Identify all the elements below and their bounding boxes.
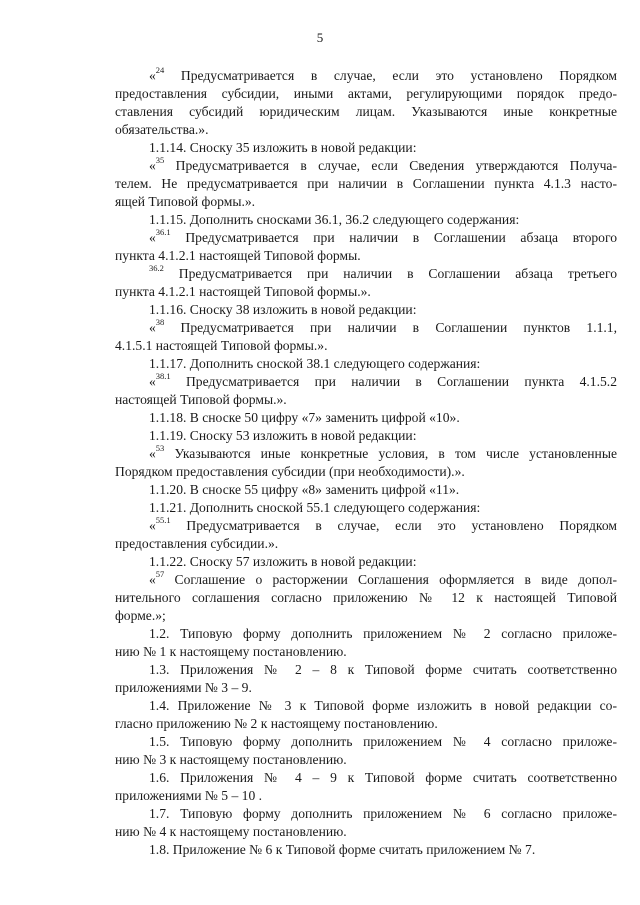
text-line <box>115 212 617 228</box>
quote-mark: « <box>149 518 156 533</box>
line-text: Предусматривается в случае, если это установлено Порядком <box>164 68 617 83</box>
text-line <box>115 680 617 696</box>
text-line <box>115 176 617 192</box>
footnote-marker: 38.1 <box>155 371 171 382</box>
text-line <box>115 140 617 156</box>
footnote-marker: 57 <box>155 569 165 580</box>
line-text: ящей Типовой формы.». <box>115 194 256 209</box>
line-text: ставления субсидий юридическим лицам. Указываются иные конкретные <box>115 104 617 119</box>
line-text: 1.1.19. Сноску 53 изложить в новой редакции: <box>149 428 417 443</box>
quote-mark: « <box>149 446 156 461</box>
text-line <box>115 248 617 264</box>
line-text: нительного соглашения согласно приложению № 12 к настоящей Типовой <box>115 590 617 605</box>
line-text: Предусматривается в случае, если Сведения утверждаются Получа- <box>164 158 617 173</box>
text-line <box>115 842 617 858</box>
text-line <box>115 590 617 606</box>
text-line <box>115 443 617 462</box>
line-text: 1.1.16. Сноску 38 изложить в новой редакции: <box>149 302 417 317</box>
text-line <box>115 371 617 390</box>
text-line <box>115 788 617 804</box>
line-text: 1.1.18. В сноске 50 цифру «7» заменить цифрой «10». <box>149 410 460 425</box>
text-line <box>115 806 617 822</box>
line-text: нию № 1 к настоящему постановлению. <box>115 644 347 659</box>
text-line <box>115 536 617 552</box>
line-text: Предусматривается при наличии в Соглашении пункта 4.1.5.2 <box>170 374 617 389</box>
footnote-marker: 36.1 <box>155 227 171 238</box>
text-line <box>115 410 617 426</box>
line-text: 1.4. Приложение № 3 к Типовой форме изложить в новой редакции со- <box>149 698 617 713</box>
text-line <box>115 356 617 372</box>
text-line <box>115 194 617 210</box>
text-line <box>115 464 617 480</box>
line-text: пункта 4.1.2.1 настоящей Типовой формы.». <box>115 284 371 299</box>
footnote-marker: 55.1 <box>155 515 171 526</box>
text-line <box>115 500 617 516</box>
footnote-marker: 35 <box>155 155 165 166</box>
page-number: 5 <box>316 30 324 45</box>
quote-mark: « <box>149 158 156 173</box>
text-line <box>115 338 617 354</box>
line-text: 1.1.17. Дополнить сноской 38.1 следующего содержания: <box>149 356 481 371</box>
text-line <box>115 698 617 714</box>
line-text: 1.6. Приложения № 4 – 9 к Типовой форме считать соответственно <box>149 770 617 785</box>
line-text: обязательства.». <box>115 122 209 137</box>
text-line <box>115 608 617 624</box>
line-text: предоставления субсидии.». <box>115 536 279 551</box>
text-line <box>115 662 617 678</box>
text-line <box>115 317 617 336</box>
text-line <box>115 734 617 750</box>
line-text: Указываются иные конкретные условия, в том числе установленные <box>164 446 617 461</box>
line-text: Порядком предоставления субсидии (при необходимости).». <box>115 464 465 479</box>
quote-mark: « <box>149 230 156 245</box>
line-text: настоящей Типовой формы.». <box>115 392 287 407</box>
text-line <box>115 263 617 282</box>
line-text: 1.1.15. Дополнить сносками 36.1, 36.2 следующего содержания: <box>149 212 520 227</box>
text-line <box>115 752 617 768</box>
line-text: гласно приложению № 2 к настоящему постановлению. <box>115 716 438 731</box>
text-line <box>115 770 617 786</box>
footnote-marker: 53 <box>155 443 165 454</box>
text-line <box>115 122 617 138</box>
line-text: форме.»; <box>115 608 166 623</box>
line-text: 1.2. Типовую форму дополнить приложением № 2 согласно приложе- <box>149 626 617 641</box>
text-line <box>115 428 617 444</box>
text-line <box>115 392 617 408</box>
line-text: 1.1.20. В сноске 55 цифру «8» заменить цифрой «11». <box>149 482 460 497</box>
text-line <box>115 569 617 588</box>
text-line <box>115 716 617 732</box>
quote-mark: « <box>149 374 156 389</box>
text-line <box>115 626 617 642</box>
text-line <box>115 482 617 498</box>
line-text: 1.8. Приложение № 6 к Типовой форме считать приложением № 7. <box>149 842 536 857</box>
text-line <box>115 824 617 840</box>
quote-mark: « <box>149 68 156 83</box>
quote-mark: « <box>149 320 156 335</box>
line-text: 1.1.22. Сноску 57 изложить в новой редакции: <box>149 554 417 569</box>
line-text: приложениями № 3 – 9. <box>115 680 252 695</box>
line-text: телем. Не предусматривается при наличии в Соглашении пункта 4.1.3 насто- <box>115 176 617 191</box>
text-line <box>115 65 617 84</box>
quote-mark: « <box>149 572 156 587</box>
line-text: Предусматривается при наличии в Соглашении абзаца третьего <box>163 266 617 281</box>
footnote-marker: 38 <box>155 317 165 328</box>
text-line <box>115 86 617 102</box>
text-line <box>115 227 617 246</box>
text-line <box>115 155 617 174</box>
line-text: Соглашение о расторжении Соглашения оформляется в виде допол- <box>164 572 617 587</box>
line-text: Предусматривается при наличии в Соглашении абзаца второго <box>170 230 617 245</box>
line-text: Предусматривается при наличии в Соглашении пунктов 1.1.1, <box>164 320 617 335</box>
line-text: пункта 4.1.2.1 настоящей Типовой формы. <box>115 248 361 263</box>
text-line <box>115 644 617 660</box>
line-text: нию № 4 к настоящему постановлению. <box>115 824 347 839</box>
line-text: 1.7. Типовую форму дополнить приложением № 6 согласно приложе- <box>149 806 617 821</box>
text-line <box>115 554 617 570</box>
footnote-marker: 24 <box>155 65 165 76</box>
line-text: 1.1.21. Дополнить сноской 55.1 следующего содержания: <box>149 500 481 515</box>
text-line <box>115 515 617 534</box>
line-text: 1.1.14. Сноску 35 изложить в новой редакции: <box>149 140 417 155</box>
line-text: 1.5. Типовую форму дополнить приложением № 4 согласно приложе- <box>149 734 617 749</box>
text-line <box>115 284 617 300</box>
line-text: 1.3. Приложения № 2 – 8 к Типовой форме считать соответственно <box>149 662 617 677</box>
text-line <box>115 302 617 318</box>
line-text: нию № 3 к настоящему постановлению. <box>115 752 347 767</box>
line-text: Предусматривается в случае, если это установлено Порядком <box>170 518 617 533</box>
text-line <box>115 104 617 120</box>
line-text: предоставления субсидии, иными актами, регулирующими порядок предо- <box>115 86 617 101</box>
line-text: 4.1.5.1 настоящей Типовой формы.». <box>115 338 328 353</box>
line-text: приложениями № 5 – 10 . <box>115 788 263 803</box>
footnote-marker: 36.2 <box>149 263 164 274</box>
